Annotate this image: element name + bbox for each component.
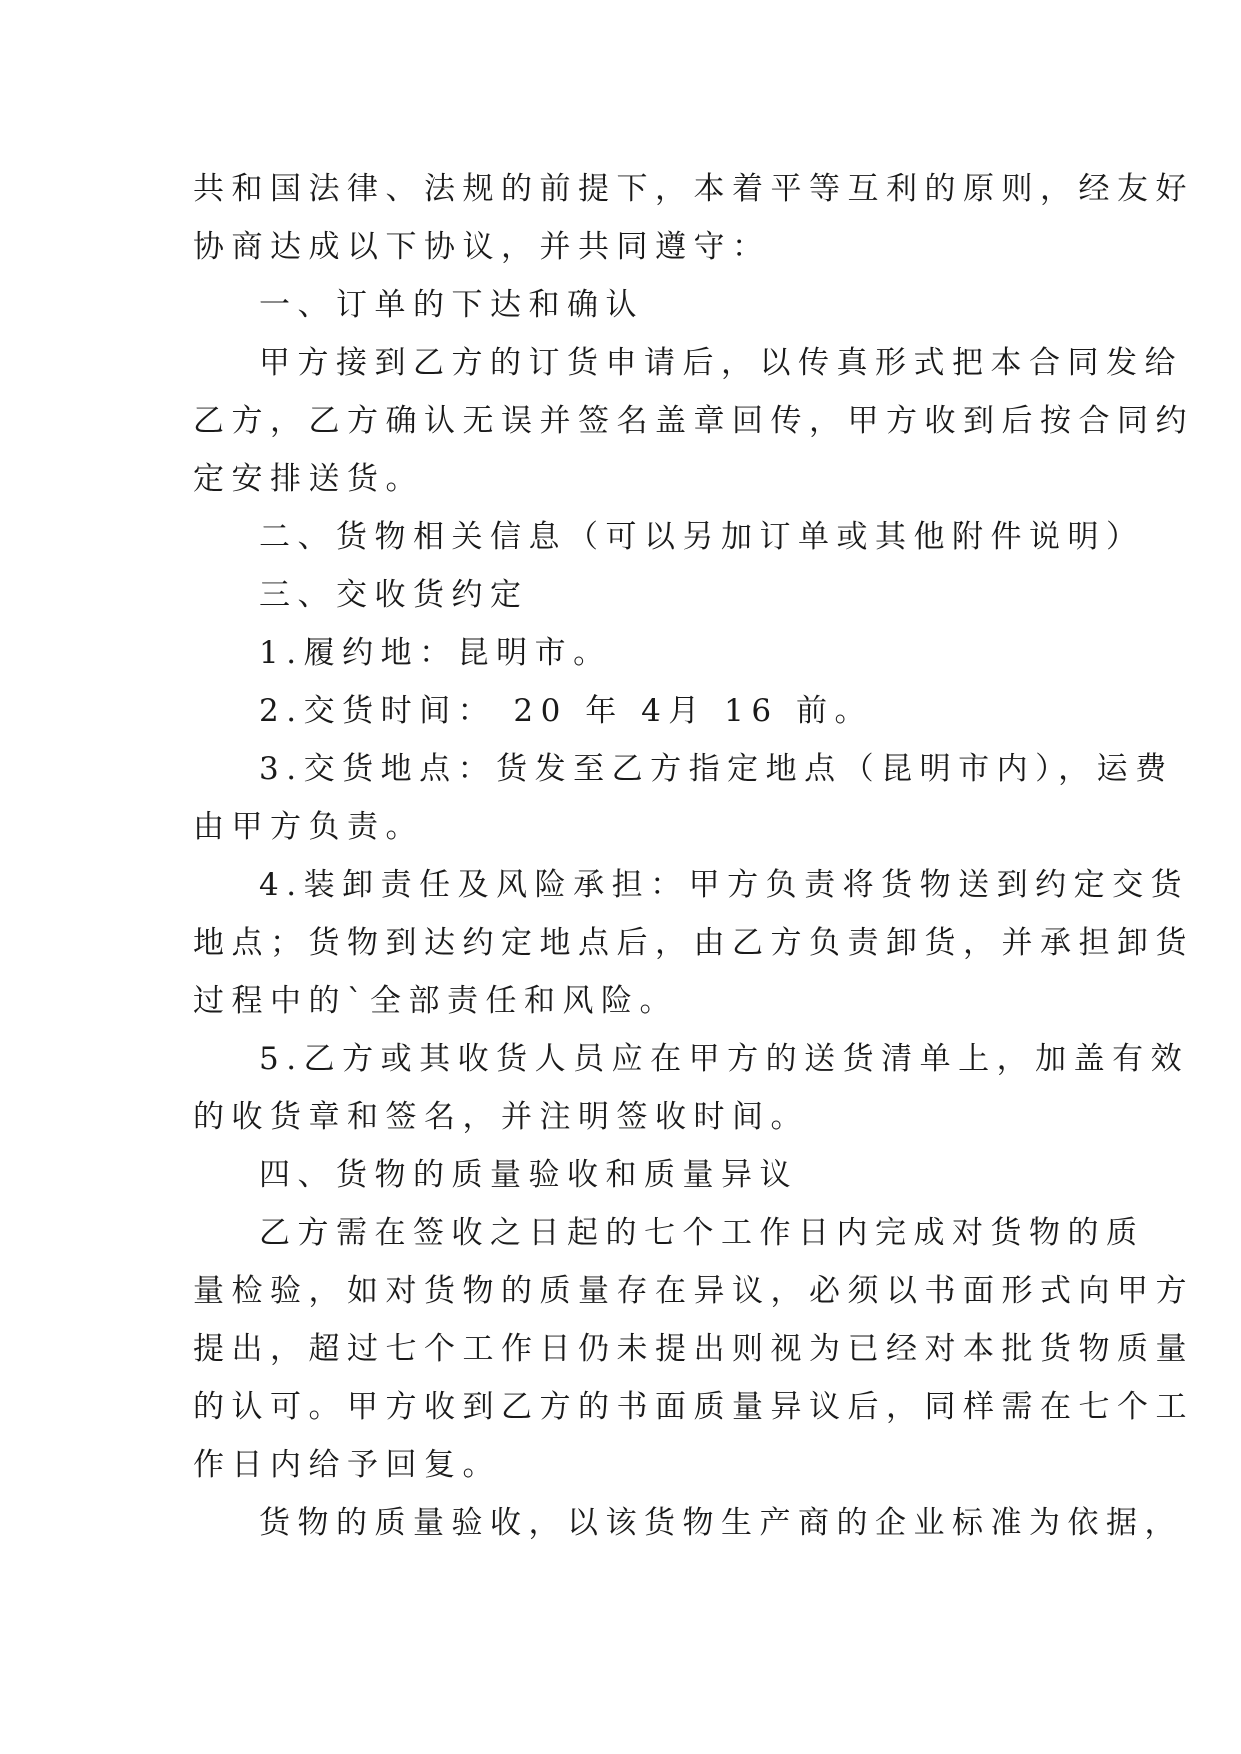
section-heading: 一、订单的下达和确认 [259, 287, 644, 323]
list-item: 3.交货地点：货发至乙方指定地点（昆明市内），运费 [259, 751, 1174, 787]
body-line: 的认可。甲方收到乙方的书面质量异议后，同样需在七个工 [193, 1389, 1194, 1425]
body-line: 乙方需在签收之日起的七个工作日内完成对货物的质 [259, 1215, 1145, 1251]
list-item: 4.装卸责任及风险承担：甲方负责将货物送到约定交货 [259, 867, 1190, 903]
list-item: 1.履约地：昆明市。 [259, 635, 612, 671]
section-heading: 三、交收货约定 [259, 577, 529, 613]
body-line: 提出，超过七个工作日仍未提出则视为已经对本批货物质量 [193, 1331, 1194, 1367]
section-heading: 二、货物相关信息（可以另加订单或其他附件说明） [259, 519, 1145, 555]
body-line: 乙方，乙方确认无误并签名盖章回传，甲方收到后按合同约 [193, 403, 1194, 439]
body-line: 协商达成以下协议，并共同遵守： [193, 229, 771, 265]
body-line: 量检验，如对货物的质量存在异议，必须以书面形式向甲方 [193, 1273, 1194, 1309]
section-heading: 四、货物的质量验收和质量异议 [259, 1157, 798, 1193]
list-item: 5.乙方或其收货人员应在甲方的送货清单上，加盖有效 [259, 1041, 1190, 1077]
body-line: 共和国法律、法规的前提下，本着平等互利的原则，经友好 [193, 171, 1194, 207]
body-line: 定安排送货。 [193, 461, 424, 497]
body-line: 的收货章和签名，并注明签收时间。 [193, 1099, 809, 1135]
body-line: 货物的质量验收，以该货物生产商的企业标准为依据， [259, 1505, 1183, 1541]
body-line: 由甲方负责。 [193, 809, 424, 845]
body-line: 甲方接到乙方的订货申请后，以传真形式把本合同发给 [259, 345, 1183, 381]
document-body [193, 160, 1194, 1552]
body-line: 地点；货物到达约定地点后，由乙方负责卸货，并承担卸货 [193, 925, 1194, 961]
body-line: 作日内给予回复。 [193, 1447, 501, 1483]
body-line: 过程中的`全部责任和风险。 [193, 983, 678, 1019]
list-item: 2.交货时间： 20 年 4月 16 前。 [259, 693, 873, 729]
